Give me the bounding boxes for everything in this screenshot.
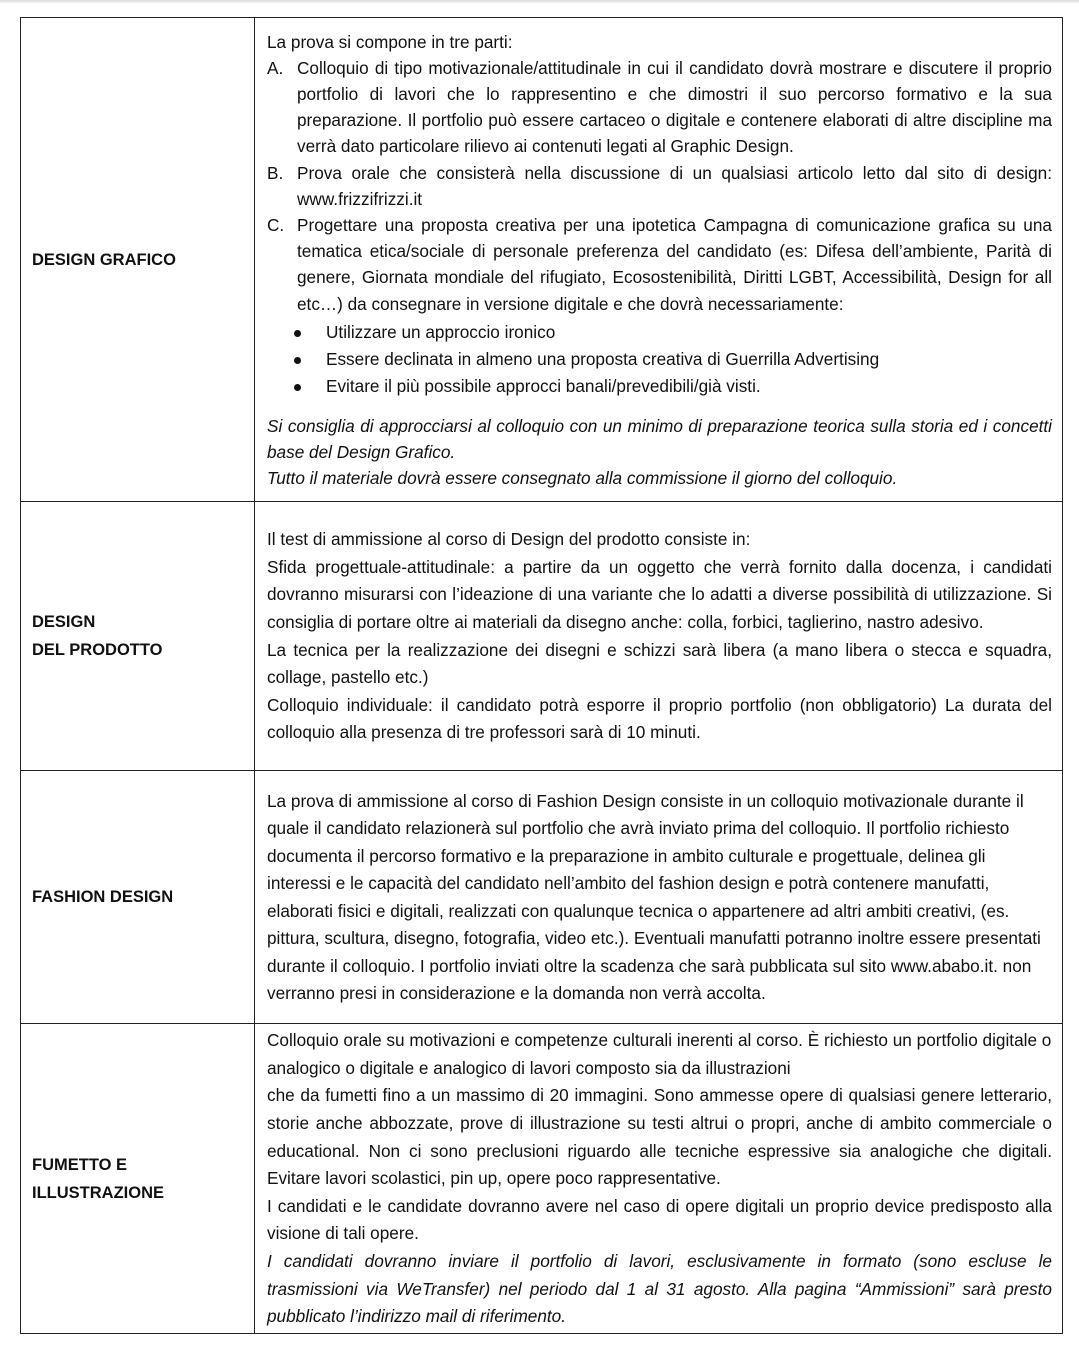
paragraph: che da fumetti fino a un massimo di 20 immagini. Sono ammesse opere di qualsiasi genere letterario, storie anche abbozzate, prove di illustrazione su testi altrui o propri, anche di ambito commerciale o educational. Non ci sono preclusioni riguardo alle tecniche espressive sia analogiche che digitali. Evitare lavori scolastici, pin up, opere poco rappresentative. bbox=[267, 1085, 1052, 1189]
admissions-table bbox=[20, 17, 1063, 1334]
course-label-line: DESIGN GRAFICO bbox=[32, 250, 176, 269]
submission-note: I candidati dovranno inviare il portfolio di lavori, esclusivamente in formato (sono escluse le trasmissioni via WeTransfer) nel periodo dal 1 al 31 agosto. Alla pagina “Ammissioni” sarà presto pubblicato l’indirizzo mail di riferimento. bbox=[267, 1250, 1052, 1327]
list-item-text: Colloquio di tipo motivazionale/attitudinale in cui il candidato dovrà mostrare e discutere il proprio portfolio di lavori che lo rappresentino e che dimostri il suo percorso formativo e la sua preparazione. Il portfolio può essere cartaceo o digitale e contenere elaborati di altre discipline ma verrà dato particolare rilievo ai contenuti legati al Graphic Design. bbox=[297, 57, 1052, 157]
table-row bbox=[21, 771, 1063, 1024]
list-item-text: Utilizzare un approccio ironico bbox=[326, 321, 556, 342]
list-item bbox=[326, 319, 1052, 346]
list-item bbox=[326, 373, 1052, 400]
course-requirements bbox=[255, 771, 1063, 1024]
list-item-text: Progettare una proposta creativa per una ipotetica Campagna di comunicazione grafica su una tematica etica/sociale di personale preferenza del candidato (es: Difesa dell’ambiente, Parità di genere, Giornata mondiale del rifugiato, Ecosostenibilità, Diritti LGBT, Accessibilità, Design for all etc…) da consegnare in versione digitale e che dovrà necessariamente: bbox=[297, 215, 1052, 314]
course-label-line: DEL PRODOTTO bbox=[32, 641, 163, 659]
list-letter: A. bbox=[267, 57, 284, 78]
list-letter: B. bbox=[267, 162, 284, 183]
page-top-edge bbox=[0, 0, 1079, 3]
parts-list bbox=[267, 55, 1052, 317]
course-label bbox=[21, 771, 255, 1024]
course-label bbox=[21, 18, 255, 502]
list-item bbox=[267, 212, 1052, 317]
table-row bbox=[21, 502, 1063, 771]
course-label-line: DESIGN bbox=[32, 613, 96, 631]
course-label-line: ILLUSTRAZIONE bbox=[32, 1183, 164, 1202]
course-label bbox=[21, 502, 255, 771]
paragraph: Colloquio orale su motivazioni e competenze culturali inerenti al corso. È richiesto un portfolio digitale o analogico o digitale e analogico di lavori composto sia da illustrazioni bbox=[267, 1030, 1052, 1078]
course-requirements bbox=[255, 1024, 1063, 1334]
list-item bbox=[267, 160, 1052, 212]
paragraph: Colloquio individuale: il candidato potrà esporre il proprio portfolio (non obbligatorio) La durata del colloquio alla presenza di tre professori sarà di 10 minuti. bbox=[267, 694, 1052, 743]
list-item bbox=[267, 55, 1052, 160]
paragraph: La tecnica per la realizzazione dei disegni e schizzi sarà libera (a mano libera o stecca e squadra, collage, pastello etc.) bbox=[267, 639, 1052, 688]
course-label bbox=[21, 1024, 255, 1334]
bullet-icon bbox=[294, 357, 301, 364]
course-label-line: FASHION DESIGN bbox=[32, 888, 174, 906]
list-item bbox=[326, 346, 1052, 373]
list-item-text: Evitare il più possibile approcci banali/prevedibili/già visti. bbox=[326, 375, 761, 396]
course-requirements bbox=[255, 18, 1063, 502]
bullet-icon bbox=[294, 384, 301, 391]
list-item-text: Prova orale che consisterà nella discussione di un qualsiasi articolo letto dal sito di design: www.frizzifrizzi.it bbox=[297, 162, 1052, 209]
paragraph: La prova di ammissione al corso di Fashion Design consiste in un colloquio motivazionale durante il quale il candidato relazionerà sul portfolio che avrà inviato prima del colloquio. Il portfolio richiesto documenta il percorso formativo e la preparazione in ambito culturale e progettuale, delinea gli interessi e le capacità del candidato nell’ambito del fashion design e potrà contenere manufatti, elaborati fisici e digitali, realizzati con qualunque tecnica o appartenere ad altri ambiti creativi, (es. pittura, scultura, disegno, fotografia, video etc.). Eventuali manufatti potranno inoltre essere presentati durante il colloquio. I portfolio inviati oltre la scadenza che sarà pubblicata sul sito www.ababo.it. non verranno presi in considerazione e la domanda non verrà accolta. bbox=[267, 790, 1041, 1003]
table-row bbox=[21, 1024, 1063, 1334]
paragraph: Il test di ammissione al corso di Design del prodotto consiste in: bbox=[267, 529, 751, 550]
submission-note: Tutto il materiale dovrà essere consegnato alla commissione il giorno del colloquio. bbox=[267, 468, 898, 489]
list-item-text: Essere declinata in almeno una proposta creativa di Guerrilla Advertising bbox=[326, 348, 880, 369]
bullet-list bbox=[267, 319, 1052, 400]
course-requirements bbox=[255, 502, 1063, 771]
advice-note: Si consiglia di approcciarsi al colloquio con un minimo di preparazione teorica sulla storia ed i concetti base del Design Grafico. bbox=[267, 415, 1052, 463]
course-label-line: FUMETTO E bbox=[32, 1155, 128, 1174]
table-row bbox=[21, 18, 1063, 502]
paragraph: I candidati e le candidate dovranno avere nel caso di opere digitali un proprio device predisposto alla visione di tali opere. bbox=[267, 1195, 1052, 1244]
list-letter: C. bbox=[267, 215, 285, 235]
paragraph: Sfida progettuale-attitudinale: a partire da un oggetto che verrà fornito dalla docenza, i candidati dovranno misurarsi con l’ideazione di una variante che lo adatti a diverse possibilità di utilizzazione. Si consiglia di portare oltre ai materiali da disegno anche: colla, forbici, taglierino, nastro adesivo. bbox=[267, 556, 1052, 632]
bullet-icon bbox=[294, 330, 301, 337]
intro-text: La prova si compone in tre parti: bbox=[267, 31, 513, 52]
